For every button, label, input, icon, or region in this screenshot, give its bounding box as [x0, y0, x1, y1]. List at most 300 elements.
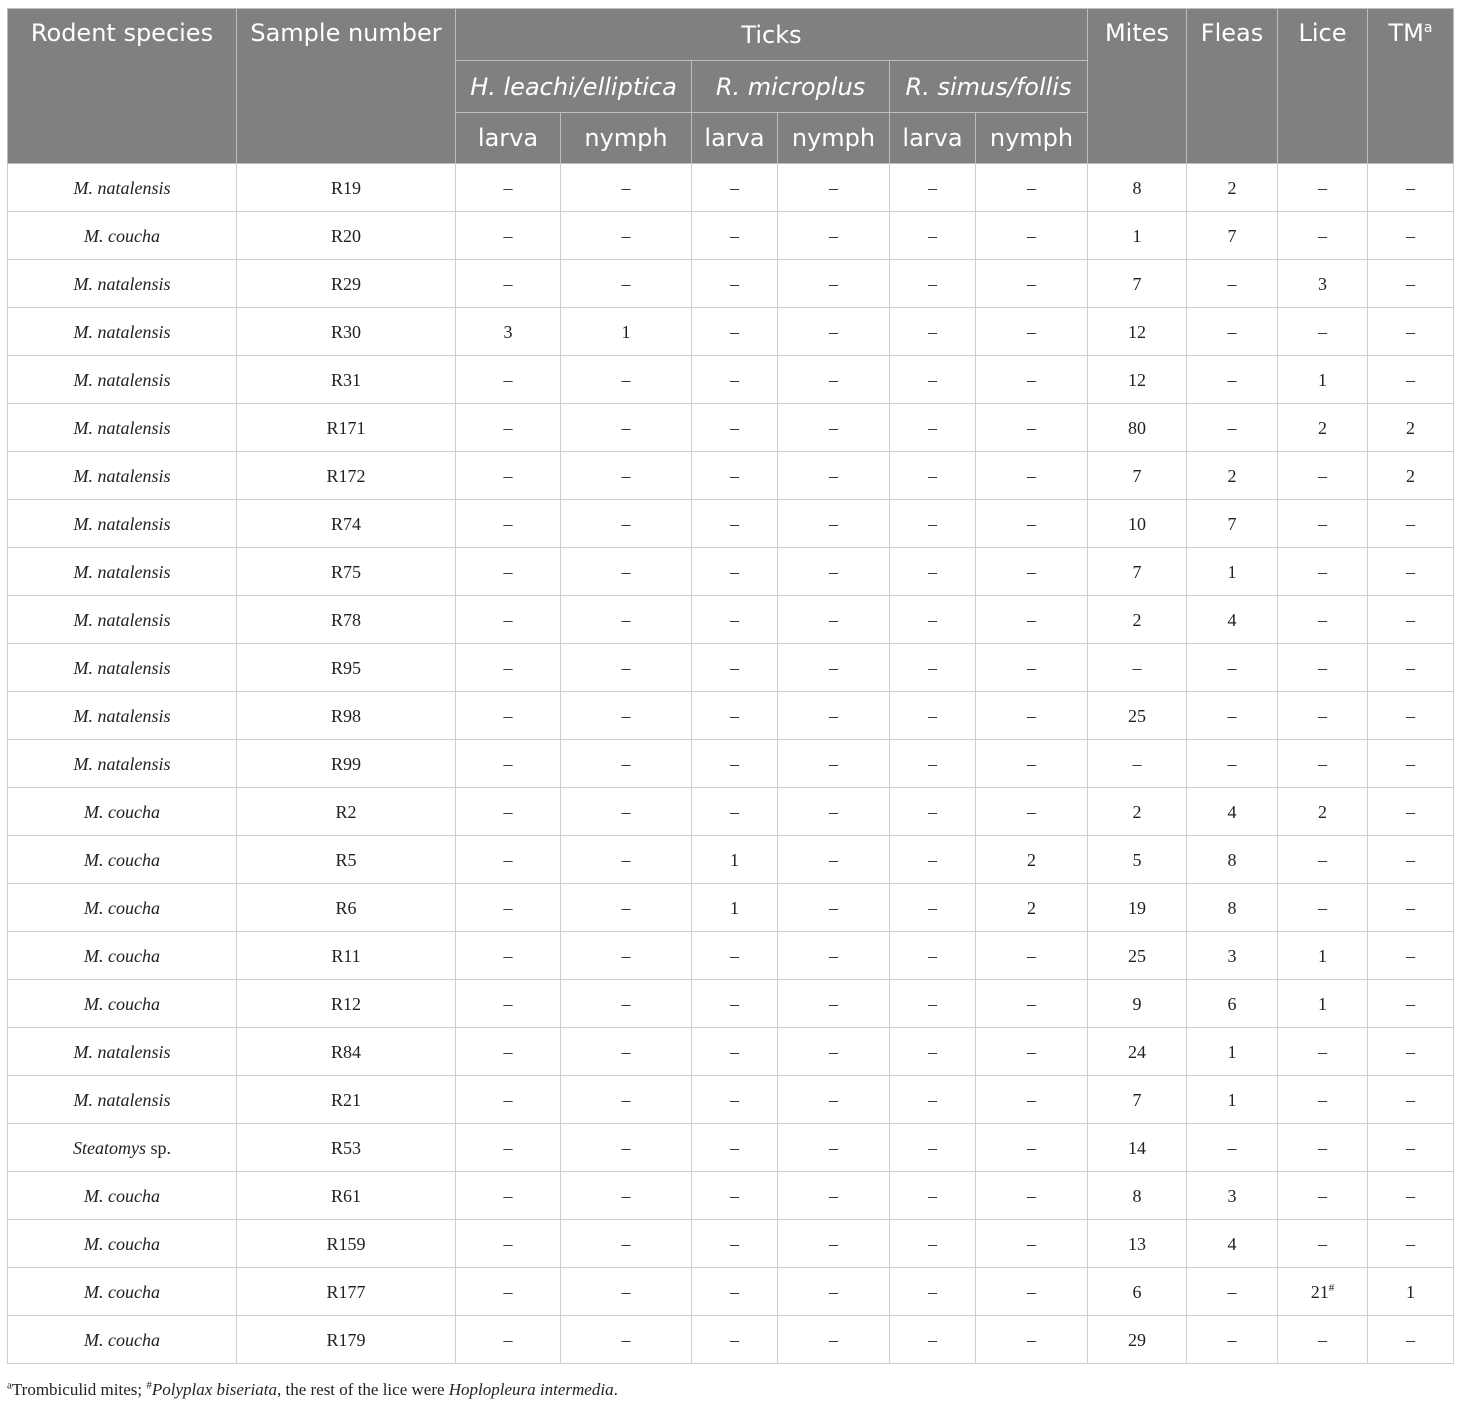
lice-count: 2 — [1318, 417, 1327, 438]
cell-rodent-species — [8, 1316, 237, 1364]
cell-rodent-species — [8, 644, 237, 692]
cell-fleas: 4 — [1187, 596, 1278, 644]
cell-tm: – — [1368, 260, 1454, 308]
cell-rs-nymph: – — [976, 356, 1088, 404]
lice-count: – — [1318, 465, 1327, 486]
cell-lice — [1278, 164, 1368, 212]
species-genus: Steatomys — [73, 1137, 146, 1158]
cell-mites: 9 — [1088, 980, 1187, 1028]
cell-tm: – — [1368, 740, 1454, 788]
cell-tm: – — [1368, 1220, 1454, 1268]
cell-hl-larva: – — [456, 788, 561, 836]
cell-rs-nymph: – — [976, 1316, 1088, 1364]
cell-fleas: – — [1187, 308, 1278, 356]
cell-fleas: – — [1187, 260, 1278, 308]
species-genus: M. — [73, 705, 93, 726]
lice-footnote-mark: # — [1328, 1281, 1335, 1294]
lice-count: – — [1318, 1233, 1327, 1254]
cell-mites: 2 — [1088, 788, 1187, 836]
cell-hl-larva: – — [456, 1172, 561, 1220]
cell-fleas: 3 — [1187, 932, 1278, 980]
species-genus: M. — [84, 897, 104, 918]
lice-count: 3 — [1318, 273, 1327, 294]
table-row — [8, 740, 1454, 788]
cell-sample-number: R20 — [237, 212, 456, 260]
cell-lice — [1278, 1268, 1368, 1316]
cell-lice — [1278, 692, 1368, 740]
lice-count: – — [1318, 225, 1327, 246]
cell-mites: 25 — [1088, 932, 1187, 980]
cell-rs-larva: – — [890, 212, 976, 260]
cell-mites: 7 — [1088, 548, 1187, 596]
cell-rs-larva: – — [890, 548, 976, 596]
cell-rs-larva: – — [890, 500, 976, 548]
species-genus: M. — [84, 1329, 104, 1350]
cell-rs-larva: – — [890, 740, 976, 788]
cell-rm-nymph: – — [778, 1124, 890, 1172]
cell-hl-nymph: – — [561, 1268, 692, 1316]
cell-rs-nymph: – — [976, 260, 1088, 308]
table-row — [8, 692, 1454, 740]
cell-hl-larva: – — [456, 500, 561, 548]
species-name — [73, 1090, 170, 1110]
species-suffix: sp. — [145, 1137, 171, 1158]
cell-hl-nymph: – — [561, 164, 692, 212]
cell-hl-nymph: – — [561, 212, 692, 260]
cell-hl-larva: – — [456, 884, 561, 932]
cell-rs-larva: – — [890, 1124, 976, 1172]
cell-mites: 12 — [1088, 356, 1187, 404]
species-epithet: natalensis — [97, 1089, 171, 1110]
cell-fleas: – — [1187, 1316, 1278, 1364]
cell-fleas: 4 — [1187, 788, 1278, 836]
cell-rodent-species — [8, 356, 237, 404]
cell-tm: – — [1368, 932, 1454, 980]
cell-rm-nymph: – — [778, 596, 890, 644]
cell-hl-nymph: – — [561, 1028, 692, 1076]
cell-hl-nymph: – — [561, 452, 692, 500]
cell-rs-larva: – — [890, 1172, 976, 1220]
cell-rm-larva: – — [692, 500, 778, 548]
table-row — [8, 1268, 1454, 1316]
species-genus: M. — [73, 513, 93, 534]
table-header — [8, 9, 1454, 164]
cell-rm-nymph: – — [778, 980, 890, 1028]
species-epithet: coucha — [108, 1233, 160, 1254]
cell-tm: – — [1368, 1172, 1454, 1220]
species-genus: M. — [84, 993, 104, 1014]
cell-mites: 25 — [1088, 692, 1187, 740]
cell-tm: – — [1368, 980, 1454, 1028]
species-epithet: natalensis — [97, 561, 171, 582]
cell-rm-nymph: – — [778, 1028, 890, 1076]
table-row — [8, 260, 1454, 308]
cell-rs-nymph: – — [976, 548, 1088, 596]
cell-rm-larva: 1 — [692, 884, 778, 932]
cell-rs-nymph: – — [976, 1124, 1088, 1172]
cell-tm: – — [1368, 164, 1454, 212]
header-stage: larva — [456, 113, 561, 164]
cell-lice — [1278, 980, 1368, 1028]
species-name — [84, 898, 160, 918]
cell-rm-nymph: – — [778, 932, 890, 980]
species-name — [84, 946, 160, 966]
cell-lice — [1278, 452, 1368, 500]
cell-fleas: 1 — [1187, 548, 1278, 596]
species-epithet: coucha — [108, 801, 160, 822]
cell-rm-larva: – — [692, 1268, 778, 1316]
cell-fleas: 1 — [1187, 1028, 1278, 1076]
species-genus: M. — [73, 1089, 93, 1110]
cell-lice — [1278, 1220, 1368, 1268]
cell-mites: 10 — [1088, 500, 1187, 548]
table-row — [8, 980, 1454, 1028]
cell-sample-number: R61 — [237, 1172, 456, 1220]
cell-lice — [1278, 1316, 1368, 1364]
cell-fleas: – — [1187, 740, 1278, 788]
species-name — [73, 370, 170, 390]
cell-hl-larva: – — [456, 1076, 561, 1124]
cell-rm-larva: – — [692, 788, 778, 836]
header-tick-species-h-leachi: H. leachi/elliptica — [456, 61, 692, 113]
species-name — [84, 1186, 160, 1206]
cell-fleas: 1 — [1187, 1076, 1278, 1124]
cell-rm-nymph: – — [778, 308, 890, 356]
cell-rm-larva: – — [692, 452, 778, 500]
species-genus: M. — [73, 753, 93, 774]
table-row — [8, 452, 1454, 500]
cell-hl-larva: – — [456, 980, 561, 1028]
cell-rodent-species — [8, 692, 237, 740]
cell-lice — [1278, 548, 1368, 596]
cell-rs-nymph: – — [976, 1028, 1088, 1076]
cell-rs-larva: – — [890, 1316, 976, 1364]
cell-hl-nymph: – — [561, 1316, 692, 1364]
cell-hl-nymph: – — [561, 500, 692, 548]
footnote-mark-hash: # — [146, 1379, 152, 1392]
cell-fleas: – — [1187, 1268, 1278, 1316]
cell-hl-larva: – — [456, 740, 561, 788]
table-row — [8, 1076, 1454, 1124]
cell-hl-larva: 3 — [456, 308, 561, 356]
cell-hl-larva: – — [456, 452, 561, 500]
cell-mites: 1 — [1088, 212, 1187, 260]
cell-rodent-species — [8, 884, 237, 932]
table-row — [8, 1220, 1454, 1268]
species-name — [73, 418, 170, 438]
header-rodent-species: Rodent species — [8, 9, 237, 164]
species-name — [73, 610, 170, 630]
cell-rs-nymph: – — [976, 164, 1088, 212]
cell-tm: – — [1368, 1124, 1454, 1172]
cell-sample-number: R177 — [237, 1268, 456, 1316]
cell-mites: 7 — [1088, 260, 1187, 308]
cell-hl-nymph: – — [561, 1220, 692, 1268]
cell-rodent-species — [8, 1268, 237, 1316]
species-name — [73, 754, 170, 774]
species-epithet: natalensis — [97, 417, 171, 438]
cell-rm-larva: – — [692, 644, 778, 692]
species-genus: M. — [84, 1233, 104, 1254]
cell-rm-nymph: – — [778, 1268, 890, 1316]
lice-count: – — [1318, 609, 1327, 630]
species-genus: M. — [73, 369, 93, 390]
parasite-table — [7, 8, 1454, 1364]
cell-tm: – — [1368, 1028, 1454, 1076]
cell-mites: 13 — [1088, 1220, 1187, 1268]
cell-rs-nymph: – — [976, 308, 1088, 356]
cell-mites: 7 — [1088, 452, 1187, 500]
lice-count: 1 — [1318, 945, 1327, 966]
cell-rs-nymph: – — [976, 788, 1088, 836]
table-row — [8, 884, 1454, 932]
cell-hl-nymph: – — [561, 836, 692, 884]
lice-count: – — [1318, 1089, 1327, 1110]
cell-rs-nymph: – — [976, 596, 1088, 644]
cell-tm: – — [1368, 788, 1454, 836]
cell-rm-nymph: – — [778, 500, 890, 548]
cell-rm-larva: – — [692, 596, 778, 644]
cell-lice — [1278, 1028, 1368, 1076]
cell-rm-nymph: – — [778, 740, 890, 788]
cell-rm-larva: – — [692, 1076, 778, 1124]
cell-rs-larva: – — [890, 164, 976, 212]
cell-rs-nymph: – — [976, 1172, 1088, 1220]
cell-hl-nymph: – — [561, 1076, 692, 1124]
cell-rodent-species — [8, 932, 237, 980]
cell-fleas: – — [1187, 404, 1278, 452]
cell-sample-number: R75 — [237, 548, 456, 596]
lice-count: 2 — [1318, 801, 1327, 822]
cell-hl-larva: – — [456, 836, 561, 884]
cell-rs-nymph: – — [976, 644, 1088, 692]
species-name — [84, 802, 160, 822]
cell-tm: – — [1368, 1316, 1454, 1364]
cell-rm-larva: – — [692, 1172, 778, 1220]
table-row — [8, 1124, 1454, 1172]
cell-hl-nymph: – — [561, 980, 692, 1028]
cell-rm-larva: – — [692, 740, 778, 788]
cell-sample-number: R171 — [237, 404, 456, 452]
header-tm-footnote-mark: a — [1423, 20, 1433, 36]
cell-lice — [1278, 1124, 1368, 1172]
cell-sample-number: R84 — [237, 1028, 456, 1076]
species-name — [84, 850, 160, 870]
cell-hl-larva: – — [456, 164, 561, 212]
cell-rm-larva: – — [692, 356, 778, 404]
cell-rm-nymph: – — [778, 404, 890, 452]
cell-hl-nymph: 1 — [561, 308, 692, 356]
species-genus: M. — [73, 657, 93, 678]
cell-tm: – — [1368, 356, 1454, 404]
cell-lice — [1278, 740, 1368, 788]
cell-rm-nymph: – — [778, 548, 890, 596]
cell-mites: – — [1088, 644, 1187, 692]
lice-count: – — [1318, 561, 1327, 582]
cell-tm: – — [1368, 212, 1454, 260]
table-row — [8, 1028, 1454, 1076]
cell-hl-nymph: – — [561, 404, 692, 452]
cell-sample-number: R2 — [237, 788, 456, 836]
species-genus: M. — [73, 321, 93, 342]
cell-rm-nymph: – — [778, 212, 890, 260]
species-epithet: coucha — [108, 1185, 160, 1206]
cell-rm-larva: – — [692, 1028, 778, 1076]
species-genus: M. — [73, 177, 93, 198]
lice-count: – — [1318, 1329, 1327, 1350]
species-epithet: natalensis — [97, 177, 171, 198]
cell-rs-nymph: – — [976, 740, 1088, 788]
footnote-text-mid: , the rest of the lice were — [276, 1380, 449, 1399]
cell-sample-number: R74 — [237, 500, 456, 548]
cell-fleas: – — [1187, 1124, 1278, 1172]
cell-rs-larva: – — [890, 1220, 976, 1268]
cell-lice — [1278, 932, 1368, 980]
cell-hl-larva: – — [456, 1028, 561, 1076]
cell-rs-larva: – — [890, 1076, 976, 1124]
cell-tm: – — [1368, 500, 1454, 548]
cell-fleas: 7 — [1187, 212, 1278, 260]
cell-hl-nymph: – — [561, 932, 692, 980]
table-row — [8, 932, 1454, 980]
cell-lice — [1278, 884, 1368, 932]
cell-mites: 8 — [1088, 164, 1187, 212]
cell-fleas: 2 — [1187, 452, 1278, 500]
cell-mites: 19 — [1088, 884, 1187, 932]
lice-count: – — [1318, 753, 1327, 774]
cell-rs-nymph: 2 — [976, 884, 1088, 932]
cell-rm-nymph: – — [778, 1220, 890, 1268]
species-name — [73, 514, 170, 534]
cell-rs-larva: – — [890, 788, 976, 836]
cell-hl-nymph: – — [561, 1124, 692, 1172]
cell-tm: 1 — [1368, 1268, 1454, 1316]
cell-hl-nymph: – — [561, 1172, 692, 1220]
cell-tm: – — [1368, 1076, 1454, 1124]
cell-rs-larva: – — [890, 1028, 976, 1076]
cell-sample-number: R29 — [237, 260, 456, 308]
cell-rs-nymph: – — [976, 692, 1088, 740]
cell-tm: – — [1368, 836, 1454, 884]
cell-hl-larva: – — [456, 212, 561, 260]
cell-rs-larva: – — [890, 308, 976, 356]
header-stage: larva — [692, 113, 778, 164]
table-row — [8, 212, 1454, 260]
cell-hl-nymph: – — [561, 692, 692, 740]
cell-rs-larva: – — [890, 404, 976, 452]
cell-rm-nymph: – — [778, 452, 890, 500]
species-name — [84, 1234, 160, 1254]
cell-hl-larva: – — [456, 356, 561, 404]
species-genus: M. — [73, 609, 93, 630]
table-row — [8, 644, 1454, 692]
lice-count: – — [1318, 321, 1327, 342]
cell-fleas: 8 — [1187, 884, 1278, 932]
table-row — [8, 500, 1454, 548]
cell-rodent-species — [8, 500, 237, 548]
cell-mites: 7 — [1088, 1076, 1187, 1124]
cell-hl-larva: – — [456, 1124, 561, 1172]
footnote-polyplax: Polyplax biseriata — [151, 1380, 277, 1399]
cell-rm-nymph: – — [778, 1316, 890, 1364]
cell-rs-larva: – — [890, 692, 976, 740]
cell-lice — [1278, 1172, 1368, 1220]
cell-rm-nymph: – — [778, 788, 890, 836]
cell-rs-nymph: – — [976, 1220, 1088, 1268]
cell-rodent-species — [8, 1124, 237, 1172]
species-epithet: coucha — [108, 225, 160, 246]
table-row — [8, 356, 1454, 404]
cell-hl-nymph: – — [561, 548, 692, 596]
cell-hl-larva: – — [456, 404, 561, 452]
cell-hl-larva: – — [456, 548, 561, 596]
cell-sample-number: R19 — [237, 164, 456, 212]
cell-hl-larva: – — [456, 1268, 561, 1316]
cell-rm-nymph: – — [778, 884, 890, 932]
cell-fleas: 4 — [1187, 1220, 1278, 1268]
cell-sample-number: R159 — [237, 1220, 456, 1268]
cell-mites: – — [1088, 740, 1187, 788]
species-epithet: natalensis — [97, 657, 171, 678]
cell-rs-nymph: – — [976, 980, 1088, 1028]
cell-sample-number: R179 — [237, 1316, 456, 1364]
cell-hl-nymph: – — [561, 788, 692, 836]
cell-lice — [1278, 404, 1368, 452]
species-epithet: natalensis — [97, 705, 171, 726]
cell-rm-nymph: – — [778, 260, 890, 308]
cell-fleas: 3 — [1187, 1172, 1278, 1220]
cell-tm: – — [1368, 548, 1454, 596]
table-row — [8, 836, 1454, 884]
cell-rs-nymph: – — [976, 932, 1088, 980]
cell-rm-nymph: – — [778, 644, 890, 692]
cell-hl-nymph: – — [561, 596, 692, 644]
cell-mites: 12 — [1088, 308, 1187, 356]
cell-tm: – — [1368, 308, 1454, 356]
cell-rodent-species — [8, 404, 237, 452]
header-lice: Lice — [1278, 9, 1368, 164]
species-epithet: coucha — [108, 1281, 160, 1302]
species-name — [73, 1042, 170, 1062]
cell-rm-larva: – — [692, 1316, 778, 1364]
cell-lice — [1278, 308, 1368, 356]
table-body — [8, 164, 1454, 1364]
cell-rm-larva: – — [692, 1124, 778, 1172]
cell-hl-larva: – — [456, 260, 561, 308]
cell-rm-nymph: – — [778, 692, 890, 740]
cell-rodent-species — [8, 596, 237, 644]
cell-hl-larva: – — [456, 644, 561, 692]
lice-count: – — [1318, 1041, 1327, 1062]
cell-rodent-species — [8, 212, 237, 260]
table-row — [8, 596, 1454, 644]
cell-rodent-species — [8, 1220, 237, 1268]
cell-rm-nymph: – — [778, 356, 890, 404]
lice-count: – — [1318, 1185, 1327, 1206]
species-genus: M. — [84, 945, 104, 966]
table-footnote — [7, 1380, 618, 1400]
species-epithet: coucha — [108, 897, 160, 918]
species-name — [73, 1138, 146, 1158]
cell-lice — [1278, 836, 1368, 884]
cell-rodent-species — [8, 836, 237, 884]
cell-hl-larva: – — [456, 932, 561, 980]
species-epithet: coucha — [108, 1329, 160, 1350]
cell-hl-nymph: – — [561, 884, 692, 932]
cell-rm-larva: – — [692, 548, 778, 596]
cell-rodent-species — [8, 1076, 237, 1124]
cell-sample-number: R172 — [237, 452, 456, 500]
